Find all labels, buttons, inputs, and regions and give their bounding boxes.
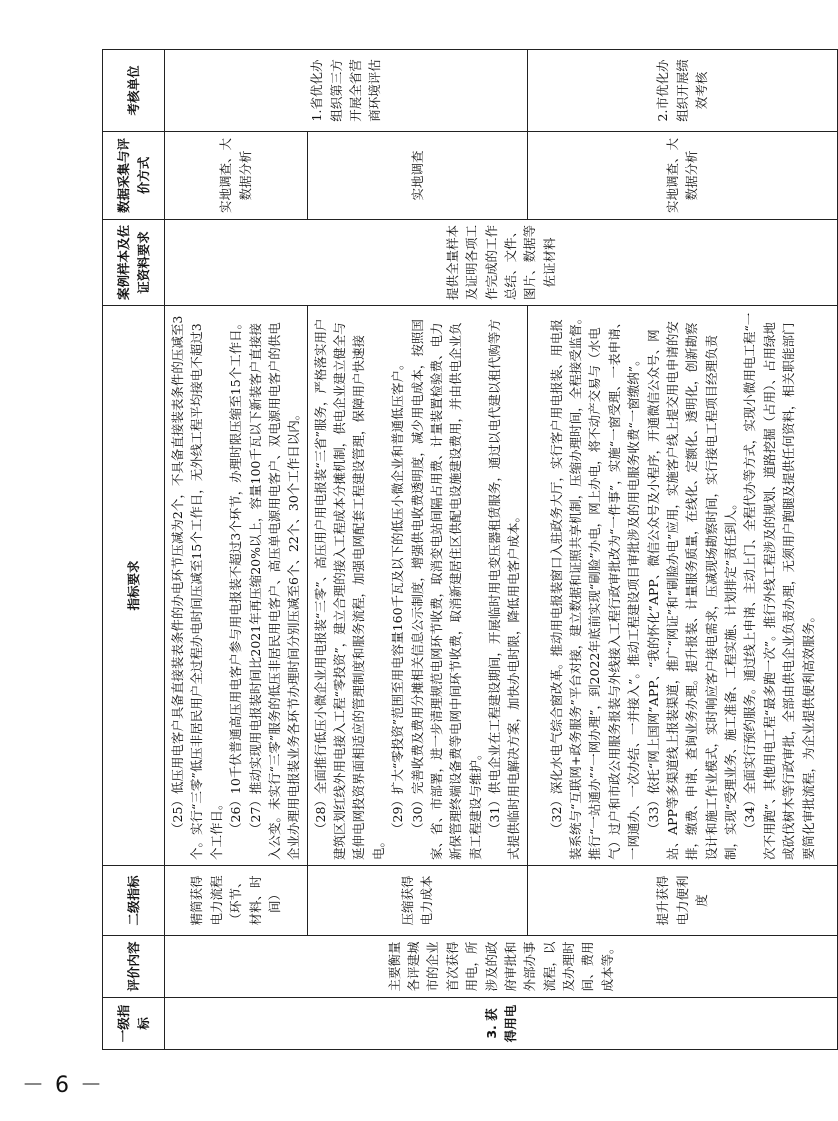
requirement-item: （33）依托“网上国网”APP、“我的怀化”APP、微信公众号及小程序，开通微信公众号、网站、APP等多渠道线上报装渠道，推广“网证”和“刷脸办电”应用，实施客户线上提交用电申请的安排，缴费、申请、查询业务办理。提升报装、计量服务质量，在线化、定额化、透明化，创新勘察设计和施工作业模式，实时响应客户接电需求，压减现场勘察时间，实行接电工程项目经理负责制，实现“受理业务、施工准备、工程实施、计划排定”责任到人。 xyxy=(645,321,738,860)
requirements-cell xyxy=(165,306,308,866)
header-method: 数据采集与评价方式 xyxy=(103,132,165,220)
header-row xyxy=(103,50,165,1050)
header-content: 评价内容 xyxy=(103,936,165,998)
level2-indicator: 提升获得电力便利度 xyxy=(527,866,837,936)
requirements-cell xyxy=(527,306,837,866)
requirements-cell xyxy=(307,306,527,866)
requirement-item: （30）完善收费及费用分摊相关信息公示制度，增强供电收费透明度，减少用电成本，按照国家、省、市部署，进一步清理规范电网环节收费，取消变电站间隔占用费、计量装置检验费、电力新保管理终端设备费等电网中间环节收费，取消新建居住区供配电设施建设费用，并由供电企业负责工程建设与维护。 xyxy=(409,319,483,860)
requirement-item: （27）推动实现用电报装时间比2021年再压缩20%以上，容量100千瓦以下新装客户直接接入公变。未实行“三零”服务的低压非居民用电客户、高压单电源用电客户、双电源用电客户的供电企业办理用电报装业务各环节办理时间分别压减至6个、22个、30个工作日以内。 xyxy=(247,322,302,860)
requirement-item: （32）深化水电气综合窗改革。推动用电报装窗口入驻政务大厅，实行客户用电报装、用电报装系统与“互联网+政务服务”平台对接，建立数据和证照共享机制，压缩办理时间，全程接受监督。推行“一站通办”“一网办理”，到2022年底前实现“刷脸”办电，网上办电，将不动产交易与（水电气）过户和市政公用服务报装与外线接入工程行政审批改为“一件事”，实施“一窗受理、一表申请、一网通办、一次办结、一并接入”。推动工程建设项目审批涉及的用电服务收费“一窗缴纳”。 xyxy=(548,311,642,860)
materials-cell: 提供全量样本及证明各项工作完成的工作总结、文件、图片、数据等佐证材料 xyxy=(165,220,838,306)
table-row xyxy=(307,50,527,1050)
method-cell: 实地调查 xyxy=(307,132,527,220)
evaluation-table xyxy=(102,49,838,1050)
header-level1: 一级指标 xyxy=(103,998,165,1050)
evaluation-content: 主要衡量各评建城市的企业首次获得用电，所涉及的政府审批和外部办事流程，以及办理时间、费用成本等。 xyxy=(165,936,838,998)
unit-cell: 2.市优化办组织开展绩效考核 xyxy=(527,50,837,132)
header-materials: 案例样本及佐证资料要求 xyxy=(103,220,165,306)
level1-indicator: 3. 获得用电 xyxy=(165,998,838,1050)
header-level2: 二级指标 xyxy=(103,866,165,936)
method-cell: 实地调查、大数据分析 xyxy=(165,132,308,220)
requirement-item: （31）供电企业在工程建设期间，开展临时用电变压器租赁服务，通过以电代建以租代购等方式提供临时用电解决方案，加快办电时限，降低用电客户成本。 xyxy=(487,319,522,860)
header-requirements: 指标要求 xyxy=(103,306,165,866)
header-unit: 考核单位 xyxy=(103,50,165,132)
rotated-table-container xyxy=(102,50,816,1050)
requirement-item: （25）低压用电客户具备直接装表条件的办电环节压减为2个，不具备直接装表条件的压减至3个。实行“三零”低压非居民用户全过程办电时间压减至15个工作日，无外线工程平均接电不超过3个工作日。 xyxy=(170,315,224,860)
level2-indicator: 精简获得电力流程（环节、材料、时间） xyxy=(165,866,308,936)
table-row xyxy=(527,50,837,1050)
requirement-item: （34）全面实行预约服务。通过线上申请、主动上门、全程代办等方式，实现小微用电工程“一次不用跑”、其他用电工程“最多跑一次”。推行外线工程涉及的规划、道路挖掘（占用）、占用绿地或砍伐树木等行政审批，全部由供电企业负责办理，无须用户跑腿及提供任何资料，相关职能部门要简化审批流程，为企业提供便利高效服务。 xyxy=(742,312,816,860)
requirement-item: （28）全面推行低压小微企业用电报装“三零”、高压用户用电报装“三省”服务，严格落实用户建筑区划红线外用电接入工程“零投资”，建立合理的接入工程成本分摊机制，供电企业建立健全与延伸电网投资界面相适应的管理制度和服务流程，加强电网配套工程建设管理，保障用户快速接电。 xyxy=(312,318,386,860)
table-row xyxy=(165,50,308,1050)
requirement-item: （29）扩大“零投资”范围至用电容量160千瓦及以下的低压小微企业和普通低压客户。 xyxy=(390,357,406,835)
page-number: － 6 － xyxy=(22,1073,104,1098)
requirement-item: （26）10千伏普通高压用电客户参与用电报装不超过3个环节，办理时限压缩至15个工作日。 xyxy=(228,316,244,835)
level2-indicator: 压缩获得电力成本 xyxy=(307,866,527,936)
unit-cell: 1.省优化办组织第三方开展全省营商环境评估 xyxy=(165,50,528,132)
method-cell: 实地调查、大数据分析 xyxy=(527,132,837,220)
